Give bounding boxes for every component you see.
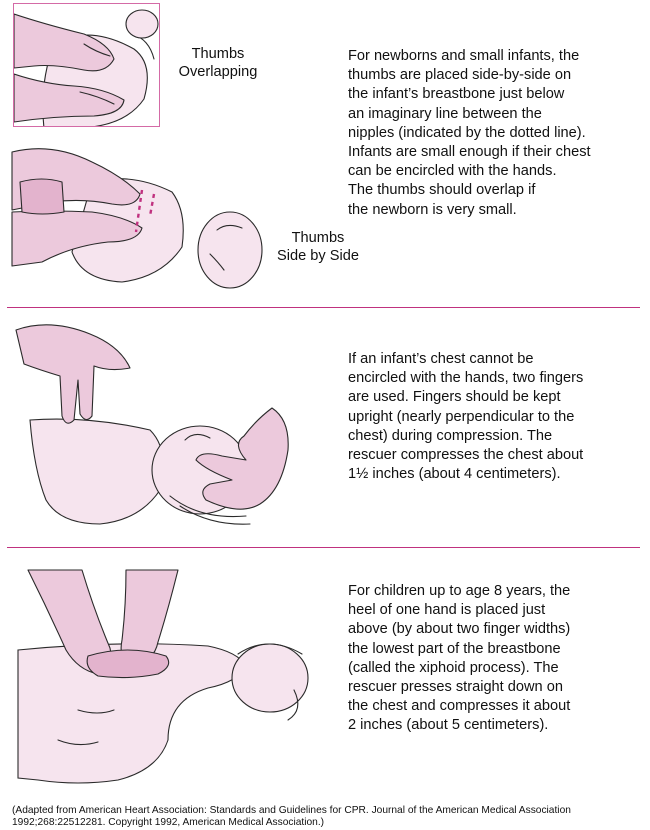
divider-2 (7, 547, 640, 548)
thumbs-overlapping-caption: Thumbs Overlapping (178, 46, 258, 80)
thumbs-side-by-side-caption: Thumbs Side by Side (277, 230, 359, 264)
thumbs-overlapping-illustration (13, 3, 160, 127)
two-finger-illustration (10, 320, 300, 535)
divider-1 (7, 307, 640, 308)
section3-text: For children up to age 8 years, the heel of one hand is placed just above (by about two finger widths) the lowest part of the breastbone (called the xiphoid process). The rescuer presses straight down on the chest and compresses it about 2 inches (about 5 centimeters). (348, 583, 571, 734)
section2-text: If an infant’s chest cannot be encircled with the hands, two fingers are used. Fingers should be kept upright (nearly perpendicular to the chest) during compression. The rescuer compresses the chest about 1½ inches (about 4 centimeters). (348, 351, 584, 483)
thumbs-side-by-side-illustration (12, 142, 267, 292)
section1-text: For newborns and small infants, the thumbs are placed side-by-side on the infant’s breastbone just below an imaginary line between the nipples (indicated by the dotted line). Infants are small enough if their chest can be encircled with the hands. The thumbs should overlap if the newborn is very small. (348, 48, 591, 218)
heel-of-hand-illustration (18, 570, 314, 790)
citation-footnote: (Adapted from American Heart Association: Standards and Guidelines for CPR. Journal of the American Medical Association 1992;268:22512281. Copyright 1992, American Medical Association.) (12, 805, 571, 829)
